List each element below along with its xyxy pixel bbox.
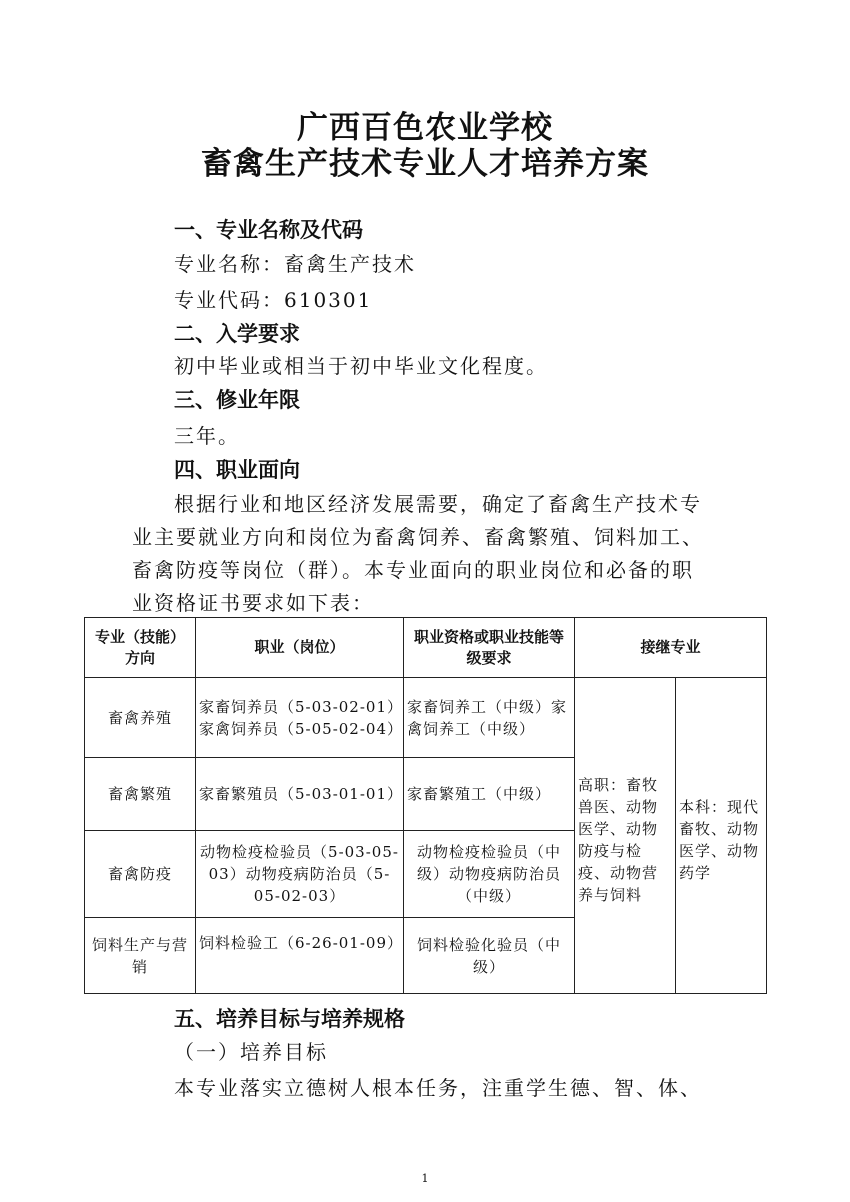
cell-quals: 家畜饲养工（中级）家禽饲养工（中级） — [404, 678, 575, 758]
major-code-line: 专业代码：610301 — [174, 288, 373, 312]
paragraph-line: 畜禽防疫等岗位（群）。本专业面向的职业岗位和必备的职 — [132, 558, 694, 582]
header-continuation: 接继专业 — [575, 618, 767, 678]
cell-direction: 畜禽养殖 — [85, 678, 196, 758]
cell-jobs: 家畜繁殖员（5-03-01-01） — [196, 758, 404, 831]
table-header-row — [85, 618, 767, 678]
section5-subheading: （一）培养目标 — [174, 1040, 328, 1064]
cell-jobs: 动物检疫检验员（5-03-05-03）动物疫病防治员（5-05-02-03） — [196, 831, 404, 918]
career-table — [84, 617, 767, 994]
header-jobs: 职业（岗位） — [196, 618, 404, 678]
cell-continuation-undergrad: 本科：现代畜牧、动物医学、动物药学 — [676, 678, 767, 994]
page-number: 1 — [421, 1172, 429, 1185]
paragraph-line: 业主要就业方向和岗位为畜禽饲养、畜禽繁殖、饲料加工、 — [132, 525, 704, 549]
paragraph-line: 根据行业和地区经济发展需要，确定了畜禽生产技术专 — [174, 492, 702, 516]
section5-text: 本专业落实立德树人根本任务，注重学生德、智、体、 — [174, 1076, 702, 1100]
document-title-line2: 畜禽生产技术专业人才培养方案 — [201, 146, 649, 182]
cell-quals: 饲料检验化验员（中级） — [404, 918, 575, 994]
cell-quals: 家畜繁殖工（中级） — [404, 758, 575, 831]
cell-direction: 畜禽防疫 — [85, 831, 196, 918]
cell-jobs: 饲料检验工（6-26-01-09） — [196, 918, 404, 994]
section1-heading: 一、专业名称及代码 — [174, 218, 363, 242]
table-row — [85, 678, 767, 758]
section3-heading: 三、修业年限 — [174, 388, 300, 412]
section2-heading: 二、入学要求 — [174, 322, 300, 346]
cell-jobs: 家畜饲养员（5-03-02-01）家禽饲养员（5-05-02-04） — [196, 678, 404, 758]
section5-heading: 五、培养目标与培养规格 — [174, 1007, 405, 1031]
document-title-line1: 广西百色农业学校 — [297, 110, 553, 146]
cell-direction: 畜禽繁殖 — [85, 758, 196, 831]
cell-quals: 动物检疫检验员（中级）动物疫病防治员（中级） — [404, 831, 575, 918]
admission-text: 初中毕业或相当于初中毕业文化程度。 — [174, 354, 548, 378]
header-qualifications: 职业资格或职业技能等级要求 — [404, 618, 575, 678]
cell-direction: 饲料生产与营销 — [85, 918, 196, 994]
duration-text: 三年。 — [174, 424, 240, 448]
header-direction: 专业（技能）方向 — [85, 618, 196, 678]
section4-heading: 四、职业面向 — [174, 458, 300, 482]
cell-continuation-vocational: 高职：畜牧兽医、动物医学、动物防疫与检疫、动物营养与饲料 — [575, 678, 676, 994]
major-name-line: 专业名称：畜禽生产技术 — [174, 252, 416, 276]
paragraph-line: 业资格证书要求如下表： — [132, 591, 374, 615]
